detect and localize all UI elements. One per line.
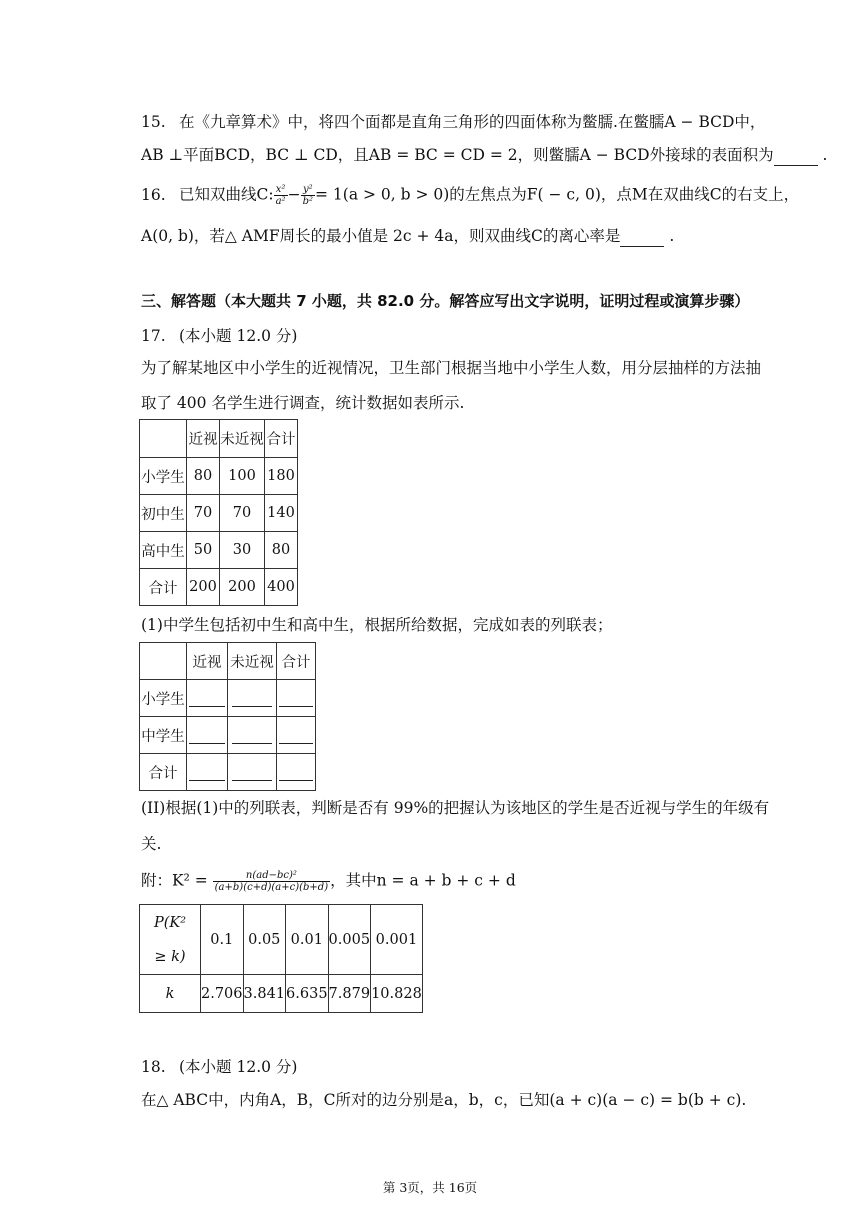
section-heading: 三、解答题（本大题共 7 小题，共 82.0 分。解答应写出文字说明，证明过程或演算步骤） [141, 292, 750, 310]
q17-para1: 为了解某地区中小学生的近视情况，卫生部门根据当地中小学生人数，用分层抽样的方法抽 [141, 359, 762, 377]
q16-text-pre: 已知双曲线C: [179, 185, 274, 204]
q16-frac-x: $\frac{\text{x²}}{\text{a²}}$ [275, 184, 286, 207]
q18-score: (本小题 12.0 分) [179, 1058, 298, 1076]
q17-number: 17. [141, 327, 166, 345]
table-row: P(K² ≥ k) 0.1 0.05 0.01 0.005 0.001 [140, 905, 423, 975]
table-row: 合计 200 200 400 [140, 569, 298, 606]
table-row: 小学生 [140, 680, 316, 717]
survey-table [139, 419, 298, 606]
q15-number: 15. [141, 113, 166, 131]
q17-header [141, 326, 297, 346]
q18-line1: 在△ ABC中，内角A，B，C所对的边分别是a，b，c，已知(a + c)(a − c) = b(b + c). [141, 1091, 747, 1109]
q18-header [141, 1057, 297, 1077]
fill-blank[interactable] [277, 754, 316, 791]
fill-blank[interactable] [228, 754, 277, 791]
fill-blank[interactable] [187, 754, 228, 791]
fill-blank[interactable] [277, 717, 316, 754]
appendix-label: 附：K² = [141, 871, 208, 890]
page-footer: 第 3页，共 16页 [382, 1180, 478, 1195]
q15-text-2: AB ⊥平面BCD，BC ⊥ CD，且AB = BC = CD = 2，则鳖臑A − BCD外接球的表面积为 [141, 146, 774, 164]
contingency-table [139, 642, 316, 791]
appendix-note: ，其中n = a + b + c + d [330, 871, 516, 890]
p-label: P(K² ≥ k) [140, 905, 201, 975]
q16-line1 [141, 184, 799, 207]
table-row: 中学生 [140, 717, 316, 754]
q16-frac-y: $\frac{\text{y²}}{\text{b²}}$ [302, 184, 313, 207]
col-myopia: 近视 [187, 420, 220, 458]
q16-minus: − [287, 185, 301, 204]
col-total: 合计 [265, 420, 298, 458]
q17-part2-line2: 关. [141, 835, 162, 853]
q15-period: . [822, 146, 828, 164]
col-non-myopia: 未近视 [220, 420, 265, 458]
q16-number: 16. [141, 185, 166, 204]
fill-blank[interactable] [277, 680, 316, 717]
table-row: 小学生 80 100 180 [140, 458, 298, 495]
q17-part2-line1: (II)根据(1)中的列联表，判断是否有 99%的把握认为该地区的学生是否近视与学生的年级有 [141, 799, 770, 817]
k-label: k [140, 975, 201, 1013]
fill-blank[interactable] [228, 717, 277, 754]
q16-period: . [669, 227, 675, 245]
chi-square-fraction: $\frac{\text{n(ad−bc)²}}{(a+b)(c+d)(a+c)(b+d)}$ [214, 870, 329, 893]
survey-table-header [140, 420, 298, 458]
contingency-table-header: 近视 未近视 合计 [140, 643, 316, 680]
table-row: k 2.706 3.841 6.635 7.879 10.828 [140, 975, 423, 1013]
q17-appendix [141, 870, 516, 893]
q16-line2 [141, 226, 674, 247]
q16-text-2: A(0, b)，若△ AMF周长的最小值是 2c + 4a，则双曲线C的离心率是 [141, 227, 621, 245]
table-row: 合计 [140, 754, 316, 791]
q17-para2: 取了 400 名学生进行调查，统计数据如表所示. [141, 394, 465, 412]
q15-line1 [141, 112, 765, 132]
fill-blank[interactable] [187, 680, 228, 717]
q17-score: (本小题 12.0 分) [179, 327, 298, 345]
q15-answer-blank[interactable] [774, 145, 818, 166]
q16-answer-blank[interactable] [620, 226, 664, 247]
q16-text-post: = 1(a > 0, b > 0)的左焦点为F( − c, 0)，点M在双曲线C的右支上， [315, 185, 800, 204]
fill-blank[interactable] [187, 717, 228, 754]
q18-number: 18. [141, 1058, 166, 1076]
q17-part1: (1)中学生包括初中生和高中生，根据所给数据，完成如表的列联表； [141, 616, 613, 634]
critical-value-table [139, 904, 423, 1013]
q15-line2 [141, 145, 827, 166]
q15-text-1: 在《九章算术》中，将四个面都是直角三角形的四面体称为鳖臑.在鳖臑A − BCD中， [179, 113, 766, 131]
table-row: 初中生 70 70 140 [140, 495, 298, 532]
fill-blank[interactable] [228, 680, 277, 717]
table-row: 高中生 50 30 80 [140, 532, 298, 569]
